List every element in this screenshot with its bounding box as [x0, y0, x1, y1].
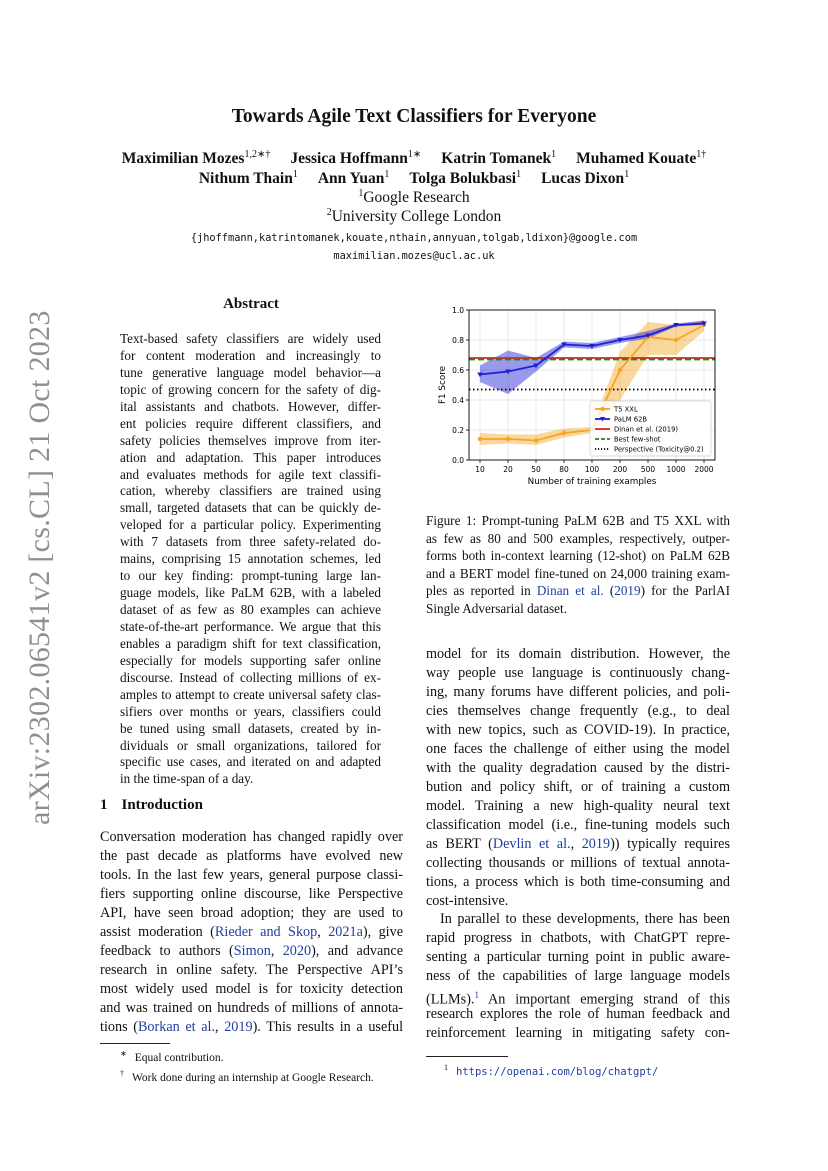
text-line: [100, 1018, 403, 1037]
text-segment: ,: [317, 924, 329, 940]
text-line: [426, 759, 730, 778]
text-segment: collecting thousands or millions of textual annota-: [426, 855, 730, 871]
citation-year-link[interactable]: 2019: [581, 836, 611, 852]
legend-label: Perspective (Toxicity@0.2): [614, 445, 704, 454]
abstract-line: dataset of as few as 80 examples can achieve: [120, 602, 381, 617]
citation-link[interactable]: Borkan et al.: [137, 1019, 216, 1035]
citation-link[interactable]: Devlin et al.: [492, 836, 571, 852]
text-line: [426, 948, 730, 967]
legend-label: Dinan et al. (2019): [614, 425, 679, 434]
section-heading-introduction: [100, 797, 203, 814]
text-line: [426, 929, 730, 948]
affiliation-2: [0, 207, 828, 226]
text-line: [426, 702, 730, 721]
data-point-t5-xxl: [478, 437, 482, 441]
text-segment: one faces the challenge of either using the model: [426, 741, 730, 757]
author-name: [122, 150, 271, 167]
x-tick-label: 20: [503, 465, 513, 474]
footnote-rule-right: [426, 1056, 508, 1057]
text-line: [426, 835, 730, 854]
abstract-line: and evaluates methods for agile text classifi-: [120, 466, 381, 482]
author-name-text: Lucas Dixon: [541, 170, 625, 188]
email-ucl[interactable]: maximilian.mozes@ucl.ac.uk: [333, 250, 495, 262]
text-line: [100, 961, 403, 980]
figure-1-f1-chart: [425, 302, 725, 492]
text-line: [426, 721, 730, 740]
text-line: [100, 828, 403, 847]
author-name: [290, 150, 421, 167]
text-segment: cies themselves change frequently (e.g., to deal: [426, 703, 730, 719]
data-point-t5-xxl: [506, 437, 510, 441]
text-line: [426, 530, 730, 548]
footnote-chatgpt: [444, 1060, 658, 1080]
abstract-line: sifiers over months or years, classifiers could: [120, 703, 381, 719]
abstract-line: dividuals or small organizations, tailored for: [120, 737, 381, 753]
text-line: [100, 866, 403, 885]
citation-link[interactable]: Rieder and Skop: [214, 924, 318, 940]
data-point-t5-xxl: [562, 431, 566, 435]
abstract-line: veloped for a particular policy. Experimenting: [120, 517, 381, 533]
text-segment: An important emerging strand of this: [478, 991, 730, 1008]
abstract-heading: Abstract: [223, 296, 279, 312]
text-segment: research explores the role of human feedback and: [426, 1006, 730, 1022]
abstract-line: topic of growing concern for the safety of dig-: [120, 381, 381, 397]
legend-label: Best few-shot: [614, 435, 661, 444]
citation-link[interactable]: Simon: [233, 943, 271, 959]
footnote-ref-link[interactable]: 1: [474, 990, 479, 1000]
abstract-line: be tuned using small datasets, created by in-: [120, 720, 381, 736]
text-segment: as few as 80 and 500 examples, respectively, outper-: [426, 530, 730, 546]
text-line: [426, 512, 730, 530]
x-axis-label: Number of training examples: [527, 477, 657, 487]
text-segment: way people use language is continuously chang-: [426, 665, 730, 681]
citation-year-link[interactable]: 2021a: [328, 924, 363, 940]
author-name-text: Maximilian Mozes: [121, 150, 245, 168]
author-affiliation-mark: 1: [624, 169, 630, 180]
footnote: [120, 1066, 410, 1086]
data-point-t5-xxl: [534, 438, 538, 442]
author-name: [576, 150, 706, 167]
text-segment: tions (: [100, 1019, 138, 1035]
abstract-line: discourse. Instead of collecting millions of ex-: [120, 669, 381, 685]
abstract-line: ent policies require different classifiers, and: [120, 415, 381, 431]
y-axis-label: F1 Score: [438, 365, 448, 405]
text-segment: tools. In the last few years, general purpose classi-: [100, 867, 403, 883]
abstract-body: [120, 331, 381, 788]
text-segment: and was trained on hundreds of millions of annota-: [100, 1000, 403, 1016]
text-line: [426, 778, 730, 797]
author-affiliation-mark: 1,2∗†: [244, 149, 271, 160]
author-name-text: Jessica Hoffmann: [290, 150, 408, 168]
abstract-line: small, targeted datasets that can be quickly de-: [120, 500, 381, 516]
text-segment: with new topics, such as COVID-19). In practice,: [426, 722, 730, 738]
text-segment: ), give: [362, 924, 404, 940]
text-segment: )) typically requires: [610, 836, 730, 852]
affiliation-mark: 1: [358, 188, 364, 199]
text-line: [426, 854, 730, 873]
email-google[interactable]: {jhoffmann,katrintomanek,kouate,nthain,annyuan,tolgab,ldixon}@google.com: [190, 232, 638, 244]
author-name-text: Tolga Bolukbasi: [409, 170, 517, 188]
abstract-line: state-of-the-art performance. We argue that this: [120, 618, 381, 634]
text-segment: Figure 1: Prompt-tuning PaLM 62B and T5 XXL with: [426, 513, 730, 528]
abstract-line: cation, whereby classifiers are trained using: [120, 483, 381, 499]
text-segment: ), and advance: [311, 943, 403, 959]
text-segment: fiers supporting online discourse, like Perspective: [100, 886, 403, 902]
abstract-line: tune generative language model behavior—a: [120, 364, 381, 380]
author-name-text: Muhamed Kouate: [576, 150, 697, 168]
affiliation-name: Google Research: [363, 189, 470, 207]
x-tick-label: 10: [475, 465, 485, 474]
introduction-right-paragraph-1: [426, 645, 730, 911]
text-line: [100, 999, 403, 1018]
text-segment: Single Adversarial dataset.: [426, 600, 567, 616]
text-segment: and a BERT model fine-tuned on 24,000 training exam-: [426, 565, 730, 581]
arxiv-identifier: arXiv:2302.06541v2 [cs.CL] 21 Oct 2023: [23, 310, 56, 825]
citation-year-link[interactable]: 2020: [282, 943, 312, 959]
author-affiliation-mark: 1: [384, 169, 390, 180]
x-tick-label: 100: [584, 465, 600, 474]
x-tick-label: 50: [531, 465, 541, 474]
abstract-line: with 7 datasets from three safety-related do-: [120, 534, 381, 550]
y-tick-label: 0.0: [452, 456, 464, 465]
text-line: [100, 904, 403, 923]
text-line: [426, 600, 730, 618]
author-name: [199, 170, 298, 187]
text-line: [100, 923, 403, 942]
text-line: [426, 547, 730, 565]
text-line: [426, 892, 730, 911]
author-affiliation-mark: 1: [551, 149, 557, 160]
citation-year-link[interactable]: 2019: [614, 583, 641, 599]
text-line: [426, 986, 730, 1008]
y-tick-label: 0.8: [452, 336, 464, 345]
text-segment: rapid progress in chatbots, with ChatGPT repre-: [426, 930, 730, 946]
author-affiliation-mark: 1: [292, 169, 298, 180]
text-segment: ,: [270, 943, 283, 959]
text-segment: ness of the capabilities of large language models: [426, 968, 730, 984]
text-segment: ples as reported in: [426, 583, 537, 599]
text-segment: ,: [215, 1019, 225, 1035]
affiliation-1: [0, 188, 828, 207]
abstract-line: to our key finding: prompt-tuning large lan-: [120, 568, 381, 584]
text-segment: feedback to authors (: [100, 943, 234, 959]
text-segment: senting a particular turning point in public aware-: [426, 949, 730, 965]
data-point-t5-xxl: [618, 368, 622, 372]
text-line: [426, 664, 730, 683]
text-segment: tions, a process which is both time-consuming and: [426, 874, 730, 890]
text-line: [426, 1005, 730, 1024]
x-tick-label: 80: [559, 465, 569, 474]
abstract-line: especially for models supporting safer online: [120, 652, 381, 668]
text-line: [426, 910, 730, 929]
abstract-line: in the time-span of a day.: [120, 771, 254, 787]
figure-1-caption: [426, 512, 730, 618]
abstract-line: ital assistants and chatbots. However, differ-: [120, 398, 381, 414]
introduction-right-paragraph-2: [426, 910, 730, 1043]
text-line: [426, 740, 730, 759]
y-tick-label: 1.0: [452, 306, 464, 315]
abstract-line: specific use cases, and iterated on and adapted: [120, 754, 381, 770]
text-segment: Conversation moderation has changed rapidly over: [100, 829, 403, 845]
abstract-line: Text-based safety classifiers are widely used: [120, 331, 381, 346]
text-line: [426, 582, 730, 600]
text-segment: classification model (i.e., fine-tuning models such: [426, 817, 730, 833]
y-tick-label: 0.2: [452, 426, 464, 435]
author-name: [409, 170, 521, 187]
text-segment: assist moderation (: [100, 924, 215, 940]
text-line: [426, 1024, 730, 1043]
text-segment: research in online safety. The Perspective API’s: [100, 962, 403, 978]
affiliation-name: University College London: [331, 208, 502, 226]
section-title: Introduction: [121, 797, 203, 813]
abstract-line: enables a paradigm shift for text classification,: [120, 635, 381, 651]
data-point-t5-xxl: [674, 338, 678, 342]
text-line: [100, 885, 403, 904]
footnotes-left: [120, 1046, 410, 1086]
text-line: [426, 645, 730, 664]
x-tick-label: 1000: [666, 465, 686, 474]
text-segment: In parallel to these developments, there has been: [440, 911, 730, 927]
author-list-line-2: [100, 169, 728, 188]
footnote-text: Equal contribution.: [134, 1051, 224, 1064]
author-name-text: Nithum Thain: [198, 170, 293, 188]
text-segment: (LLMs).: [426, 991, 475, 1008]
text-segment: forms both in-context learning (12-shot) on PaLM 62B: [426, 548, 730, 564]
text-segment: (: [603, 583, 615, 599]
text-segment: the past decade as platforms have evolved new: [100, 848, 403, 864]
footnote-mark: ∗: [120, 1049, 127, 1058]
text-segment: most widely used model is for toxicity detection: [100, 981, 403, 997]
footnote-mark: †: [120, 1068, 124, 1078]
text-line: [426, 873, 730, 892]
y-tick-label: 0.6: [452, 366, 464, 375]
text-line: [426, 565, 730, 583]
text-line: [100, 980, 403, 999]
author-name: [441, 150, 556, 167]
abstract-line: guage models, like PaLM 62B, with a labeled: [120, 585, 381, 601]
author-list-line-1: [100, 149, 728, 168]
affiliation-mark: 2: [326, 207, 332, 218]
abstract-line: mains, comprising 15 annotation schemes, led: [120, 551, 381, 567]
legend-label: T5 XXL: [614, 405, 638, 414]
text-segment: cost-intensive.: [426, 893, 509, 909]
introduction-left-column: [100, 828, 403, 1037]
text-segment: API, have seen broad adoption; they are used to: [100, 905, 403, 921]
paper-title: Towards Agile Text Classifiers for Everyone: [231, 106, 597, 127]
section-number: 1: [100, 797, 108, 813]
text-segment: as BERT (: [426, 836, 493, 852]
x-tick-label: 500: [640, 465, 656, 474]
citation-link[interactable]: Dinan et al.: [536, 583, 604, 599]
author-name: [541, 170, 629, 187]
text-segment: model for its domain distribution. However, the: [426, 646, 730, 662]
legend-label: PaLM 62B: [614, 415, 648, 424]
text-segment: reinforcement learning in mitigating safety con-: [426, 1025, 730, 1041]
text-segment: bution and policy shift, or of training a custom: [426, 779, 730, 795]
abstract-line: for content moderation and increasingly to: [120, 347, 381, 363]
citation-year-link[interactable]: 2019: [224, 1019, 253, 1035]
text-segment: with the quality degradation caused by the distri-: [426, 760, 730, 776]
text-line: [426, 967, 730, 986]
footnote-rule-left: [100, 1043, 170, 1044]
text-line: [100, 942, 403, 961]
abstract-line: safety policies themselves improve from iter-: [120, 432, 381, 448]
text-segment: ,: [570, 836, 582, 852]
text-segment: ) for the ParlAI: [640, 583, 731, 599]
footnote: [120, 1046, 410, 1066]
footnote-mark: 1: [444, 1063, 448, 1072]
footnote-text: Work done during an internship at Google Research.: [132, 1071, 374, 1084]
author-name: [318, 170, 390, 187]
text-line: [426, 683, 730, 702]
abstract-line: amples to attempt to create universal safety clas-: [120, 686, 381, 702]
x-tick-label: 200: [612, 465, 628, 474]
author-name-text: Ann Yuan: [317, 170, 385, 188]
text-line: [426, 816, 730, 835]
chatgpt-link[interactable]: https://openai.com/blog/chatgpt/: [456, 1065, 659, 1078]
author-name-text: Katrin Tomanek: [441, 150, 552, 168]
text-line: [100, 847, 403, 866]
legend-marker: [601, 407, 605, 411]
text-segment: ing, many forums have different policies, and poli-: [426, 684, 730, 700]
y-tick-label: 0.4: [452, 396, 464, 405]
text-line: [426, 797, 730, 816]
author-affiliation-mark: 1†: [696, 149, 707, 160]
abstract-line: ation and adaptation. This paper introduces: [120, 449, 381, 465]
text-segment: model. Training a new high-quality neural text: [426, 798, 730, 814]
author-affiliation-mark: 1: [516, 169, 522, 180]
text-segment: ). This results in a useful: [252, 1019, 404, 1035]
author-affiliation-mark: 1∗: [407, 149, 422, 160]
x-tick-label: 2000: [694, 465, 714, 474]
